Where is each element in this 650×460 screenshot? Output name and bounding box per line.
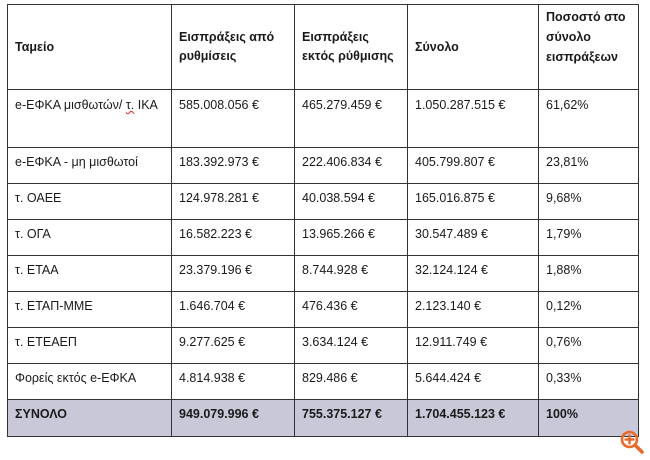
cell-total: 165.016.875 € bbox=[408, 184, 539, 220]
table-row bbox=[8, 184, 639, 220]
cell-settled: 585.008.056 € bbox=[172, 90, 295, 148]
total-unsettled: 755.375.127 € bbox=[295, 400, 408, 437]
header-share: Ποσοστό στο σύνολο εισπράξεων bbox=[539, 5, 639, 90]
cell-unsettled: 13.965.266 € bbox=[295, 220, 408, 256]
cell-share: 0,76% bbox=[539, 328, 639, 364]
cell-unsettled: 40.038.594 € bbox=[295, 184, 408, 220]
total-fund: ΣΥΝΟΛΟ bbox=[8, 400, 172, 437]
cell-fund: e-ΕΦΚΑ μισθωτών/ τ. ΙΚΑ bbox=[8, 90, 172, 148]
table-row bbox=[8, 220, 639, 256]
cell-settled: 23.379.196 € bbox=[172, 256, 295, 292]
table-row bbox=[8, 90, 639, 148]
cell-share: 1,79% bbox=[539, 220, 639, 256]
cell-share: 23,81% bbox=[539, 148, 639, 184]
cell-unsettled: 465.279.459 € bbox=[295, 90, 408, 148]
header-settled: Εισπράξεις από ρυθμίσεις bbox=[172, 5, 295, 90]
cell-fund: τ. ΕΤΑΠ-ΜΜΕ bbox=[8, 292, 172, 328]
table-row bbox=[8, 328, 639, 364]
table-row bbox=[8, 292, 639, 328]
cell-share: 0,33% bbox=[539, 364, 639, 400]
cell-unsettled: 829.486 € bbox=[295, 364, 408, 400]
cell-fund: τ. ΟΑΕΕ bbox=[8, 184, 172, 220]
zoom-in-icon[interactable] bbox=[619, 429, 645, 455]
cell-unsettled: 3.634.124 € bbox=[295, 328, 408, 364]
cell-settled: 16.582.223 € bbox=[172, 220, 295, 256]
zoom-in-icon-graphic bbox=[619, 429, 645, 455]
cell-share: 1,88% bbox=[539, 256, 639, 292]
total-settled: 949.079.996 € bbox=[172, 400, 295, 437]
cell-settled: 124.978.281 € bbox=[172, 184, 295, 220]
spellcheck-word: τ. bbox=[125, 98, 135, 112]
cell-settled: 183.392.973 € bbox=[172, 148, 295, 184]
table-total-row bbox=[8, 400, 639, 437]
header-total: Σύνολο bbox=[408, 5, 539, 90]
total-share: 100% bbox=[539, 400, 639, 437]
table-row bbox=[8, 364, 639, 400]
cell-fund: τ. ΕΤΑΑ bbox=[8, 256, 172, 292]
cell-unsettled: 222.406.834 € bbox=[295, 148, 408, 184]
header-fund: Ταμείο bbox=[8, 5, 172, 90]
cell-fund: τ. ΕΤΕΑΕΠ bbox=[8, 328, 172, 364]
cell-settled: 4.814.938 € bbox=[172, 364, 295, 400]
cell-fund: τ. ΟΓΑ bbox=[8, 220, 172, 256]
cell-fund: Φορείς εκτός e-ΕΦΚΑ bbox=[8, 364, 172, 400]
total-total: 1.704.455.123 € bbox=[408, 400, 539, 437]
receipts-table bbox=[7, 4, 639, 437]
header-unsettled: Εισπράξεις εκτός ρύθμισης bbox=[295, 5, 408, 90]
cell-total: 12.911.749 € bbox=[408, 328, 539, 364]
cell-share: 0,12% bbox=[539, 292, 639, 328]
cell-total: 2.123.140 € bbox=[408, 292, 539, 328]
cell-total: 405.799.807 € bbox=[408, 148, 539, 184]
cell-settled: 9.277.625 € bbox=[172, 328, 295, 364]
cell-total: 32.124.124 € bbox=[408, 256, 539, 292]
cell-share: 61,62% bbox=[539, 90, 639, 148]
table-row bbox=[8, 256, 639, 292]
cell-total: 30.547.489 € bbox=[408, 220, 539, 256]
cell-share: 9,68% bbox=[539, 184, 639, 220]
cell-total: 5.644.424 € bbox=[408, 364, 539, 400]
table-row bbox=[8, 148, 639, 184]
table-header-row bbox=[8, 5, 639, 90]
cell-settled: 1.646.704 € bbox=[172, 292, 295, 328]
cell-fund: e-ΕΦΚΑ - μη μισθωτοί bbox=[8, 148, 172, 184]
cell-unsettled: 8.744.928 € bbox=[295, 256, 408, 292]
cell-total: 1.050.287.515 € bbox=[408, 90, 539, 148]
cell-unsettled: 476.436 € bbox=[295, 292, 408, 328]
